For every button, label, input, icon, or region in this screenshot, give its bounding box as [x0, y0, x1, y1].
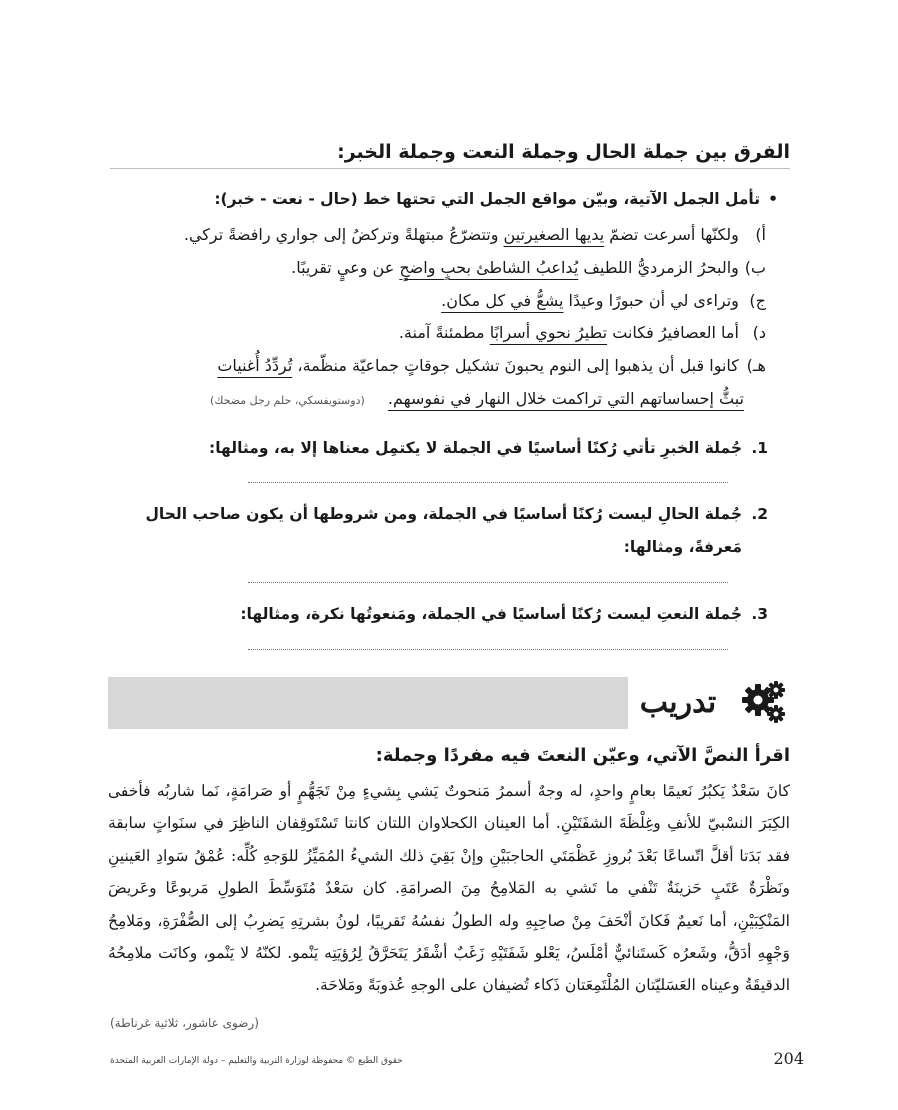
- footer-copyright: حقوق الطبع © محفوظة لوزارة التربية والتعليم – دولة الإمارات العربية المتحدة: [110, 1056, 403, 1066]
- bullet-instruction-text: تأمل الجمل الآتية، وبيّن مواقع الجمل التي تحتها خط (حال - نعت - خبر):: [214, 190, 761, 208]
- example-d-pre: أما العصافيرُ فكانت: [607, 323, 739, 342]
- example-b: [86, 255, 766, 281]
- page-number: 204: [773, 1049, 804, 1068]
- example-d-letter: د): [752, 323, 766, 342]
- example-e-source: (دوستويفسكي، حلم رجل مضحك): [210, 394, 365, 407]
- training-label: تدريب: [639, 685, 717, 720]
- question-3-text: جُملة النعتِ ليست رُكنًا أساسيًا في الجملة، ومَنعوتُها نكرة، ومثالها:: [240, 605, 742, 623]
- question-2-number: 2.: [751, 505, 768, 523]
- example-b-letter: ب): [744, 258, 766, 277]
- training-bar: [108, 677, 628, 729]
- passage-source: (رضوى عاشور، ثلاثية غرناطة): [110, 1016, 259, 1030]
- example-e-line2-underlined: تبثُّ إحساساتهم التي تراكمت خلال النهار في نفوسهم.: [387, 389, 744, 408]
- example-a-pre: ولكنّها أسرعت تضمّ: [604, 225, 739, 244]
- example-b-pre: والبحرُ الزمرديُّ اللطيف: [578, 258, 739, 277]
- example-e-letter: هـ): [746, 356, 766, 375]
- section-title: الفرق بين جملة الحال وجملة النعت وجملة الخبر:: [110, 138, 790, 169]
- example-b-post: عن وعيٍ تقريبًا.: [291, 258, 400, 277]
- question-2-continuation: مَعرفةً، ومثالها:: [623, 538, 742, 556]
- example-d: [86, 320, 766, 346]
- example-d-underlined: تطيرُ نحوي أسرابًا: [489, 323, 608, 342]
- answer-line-2[interactable]: [248, 582, 728, 583]
- example-b-underlined: يُداعبُ الشاطئ بحبٍ واضحٍ: [399, 258, 579, 277]
- passage-text: كانَ سَعْدٌ يَكبُرُ نَعيمًا بعامٍ واحدٍ، له وجهٌ أسمرُ مَنحوتٌ يَشي بِشيءٍ مِنْ تَجَهُّمٍ أو صَرامَةٍ، نَما شاربُه فأخفى الكِبَرَ النسْبيّ للأنفِ وغِلْظَةَ الشفَتَيْنِ. أما العينان الكحلاوان اللتان كانتا تَسْتَوقِفان الناظِرَ في سنَواتٍ سابقة فقد بَدَتا أقلَّ اتّساعًا بَعْدَ بُروزِ عَظْمَتَي الحاجبَيْنِ وإنْ بَقِيَ ذلك الشيءُ المُمَيِّزُ للوَجهِ كُلِّه: عُمْقُ سَوادِ العَينينِ ونَظْرَةٌ عَتَبٍ حَزينَةٌ تَنْفي ما تَشي به المَلامِحُ مِنَ الصرامَةِ. كان سَعْدٌ مُتَوَسِّطَ الطولِ مَربوعًا وعَريضَ المَنْكِبَيْنِ، أما نَعيمٌ فَكانَ أنْحَفَ مِنْ صاحِبِهِ وله الطولُ نفسُهُ تَقريبًا، لونُ بشرتِهِ يَضرِبُ إلى الصُّفْرَةِ، ومَلامِحُ وَجْهِهِ أدَقُّ، وشَعرُه كَستَنائيٌّ أمْلَسُ، يَعْلو شَفَتَيْهِ زَغَبٌ أشْقَرُ يَتَحَرَّقُ لِرُؤيَتِه يَنْمو. لكنّهُ لا يَنْمو، وكانَت ملامِحُهُ الدقيقَةُ وعيناه العَسَليّتان المُلْتَمِعَتان ذَكاء تُضيفان على الوجهِ عُذوبَةً ومَلاحَة.: [108, 782, 790, 995]
- answer-line-3[interactable]: [248, 649, 728, 650]
- question-1-number: 1.: [751, 439, 768, 457]
- example-a-post: وتتضرّعُ مبتهلةً وتركضُ إلى جواري رافضةً تركي.: [183, 225, 504, 244]
- example-e-pre: كانوا قبل أن يذهبوا إلى النوم يحبونَ تشكيل جوقاتٍ جماعيّة منظّمة،: [292, 356, 739, 375]
- example-e-underlined: تُردِّدُ أُغنيات: [217, 356, 293, 375]
- gears-icon: [740, 678, 790, 728]
- question-3: [128, 599, 768, 629]
- question-1-text: جُملة الخبرِ تأتي رُكنًا أساسيًا في الجملة لا يكتمِل معناها إلا به، ومثالها:: [209, 439, 742, 457]
- training-instruction: اقرأ النصَّ الآتي، وعيّن النعتَ فيه مفردًا وجملة:: [375, 745, 790, 766]
- example-e: [86, 353, 766, 379]
- example-c-letter: ج): [749, 291, 766, 310]
- example-c-underlined: يشعُّ في كل مكان.: [441, 291, 564, 310]
- bullet-instruction: [118, 186, 778, 212]
- example-e-line2: [64, 386, 744, 414]
- bullet-dot: •: [768, 190, 778, 208]
- question-3-number: 3.: [751, 605, 768, 623]
- example-d-post: مطمئنةً آمنة.: [398, 323, 490, 342]
- example-c-pre: وتراءى لي أن حبورًا وعيدًا: [563, 291, 739, 310]
- example-a: [86, 222, 766, 248]
- question-2: [128, 499, 768, 529]
- question-1: [128, 433, 768, 463]
- answer-line-1[interactable]: [248, 482, 728, 483]
- example-a-letter: أ): [755, 225, 766, 244]
- example-c: [86, 288, 766, 314]
- question-2-text: جُملة الحالِ ليست رُكنًا أساسيًا في الجملة، ومن شروطها أن يكون صاحب الحال: [145, 505, 742, 523]
- example-a-underlined: يديها الصغيرتين: [503, 225, 605, 244]
